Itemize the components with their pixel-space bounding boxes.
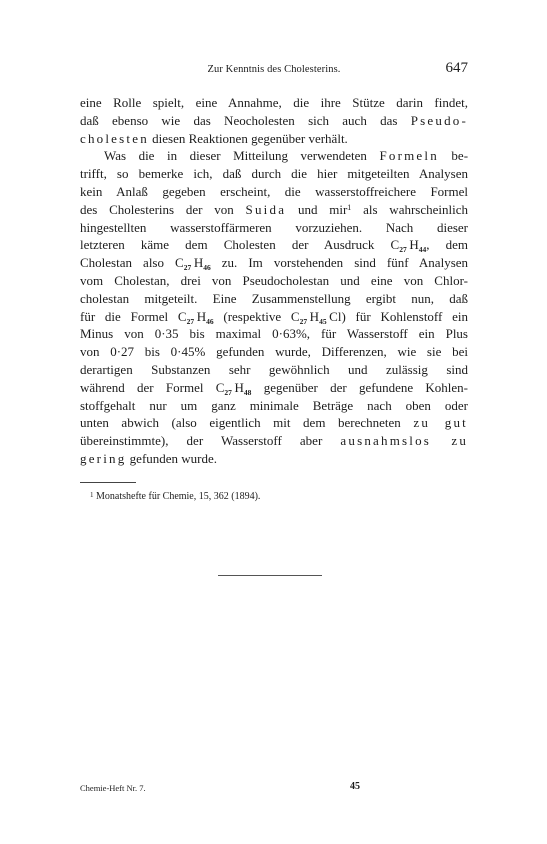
body-text: [80, 94, 468, 468]
text-line: eine Rolle spielt, eine Annahme, die ihre Stütze darin findet,: [80, 95, 468, 110]
footnote-text: Monatshefte für Chemie, 15, 362 (1894).: [96, 491, 261, 502]
text-line: für die Formel $C_{27}$ $H_{46}$ (respektive $C_{27}$ $H_{45}$ Cl) für Kohlenstoff ein: [80, 308, 469, 326]
text-line: von 0·27 bis 0·45% gefunden wurde, Differenzen, wie sie bei: [80, 344, 468, 360]
footnote-ref: 1: [347, 202, 352, 212]
text-line: während der Formel $C_{27}$ $H_{48}$ gegenüber der gefundene Kohlen-: [80, 379, 468, 397]
section-end-rule: [218, 575, 322, 576]
signature-number: 45: [350, 781, 360, 792]
text-line: des Cholesterins der von Suida und mir$^1$ als wahrscheinlich: [80, 201, 468, 217]
text-line: übereinstimmte), der Wasserstoff aber ausnahmslos zu: [80, 433, 469, 449]
footnote: [90, 491, 260, 502]
text-line: cholestan mitgeteilt. Eine Zusammenstellung ergibt nun, daß: [80, 290, 468, 306]
text-line: unten abwich (also eigentlich mit dem berechneten zu gut: [80, 415, 468, 431]
text-line: Minus von 0·35 bis maximal 0·63%, für Wasserstoff ein Plus: [80, 326, 468, 342]
running-title: Zur Kenntnis des Cholesterins.: [207, 64, 341, 75]
text-line: Cholestan also $C_{27}$ $H_{46}$ zu. Im vorstehenden sind fünf Analysen: [80, 255, 469, 273]
footnote-separator: [80, 482, 136, 483]
text-line: stoffgehalt nur um ganz minimale Beträge nach oben oder: [80, 397, 468, 413]
text-line: cholesten diesen Reaktionen gegenüber verhält.: [80, 130, 348, 146]
text-line: trifft, so bemerke ich, daß durch die hier mitgeteilten Analysen: [80, 166, 468, 182]
text-line: kein Anlaß gegeben erscheint, die wasserstoffreichere Formel: [80, 183, 468, 199]
text-line: letzteren käme dem Cholesten der Ausdruck $C_{27}$ $H_{44}$, dem: [80, 237, 468, 255]
text-line: gering gefunden wurde.: [80, 450, 218, 466]
text-line: Was die in dieser Mitteilung verwendeten Formeln be-: [104, 148, 469, 164]
page-number: 647: [445, 60, 468, 76]
page-header: [80, 60, 468, 80]
text-line: vom Cholestan, drei von Pseudocholestan und eine von Chlor-: [80, 272, 468, 288]
footnote-mark: 1: [90, 491, 94, 499]
text-line: derartigen Substanzen sehr gewöhnlich und zulässig sind: [80, 361, 468, 377]
text-line: hingestellten wasserstoffärmeren vorzuziehen. Nach dieser: [80, 219, 468, 235]
signature-mark: Chemie-Heft Nr. 7.: [80, 783, 146, 793]
text-line: daß ebenso wie das Neocholesten sich auch das Pseudo-: [80, 112, 469, 128]
